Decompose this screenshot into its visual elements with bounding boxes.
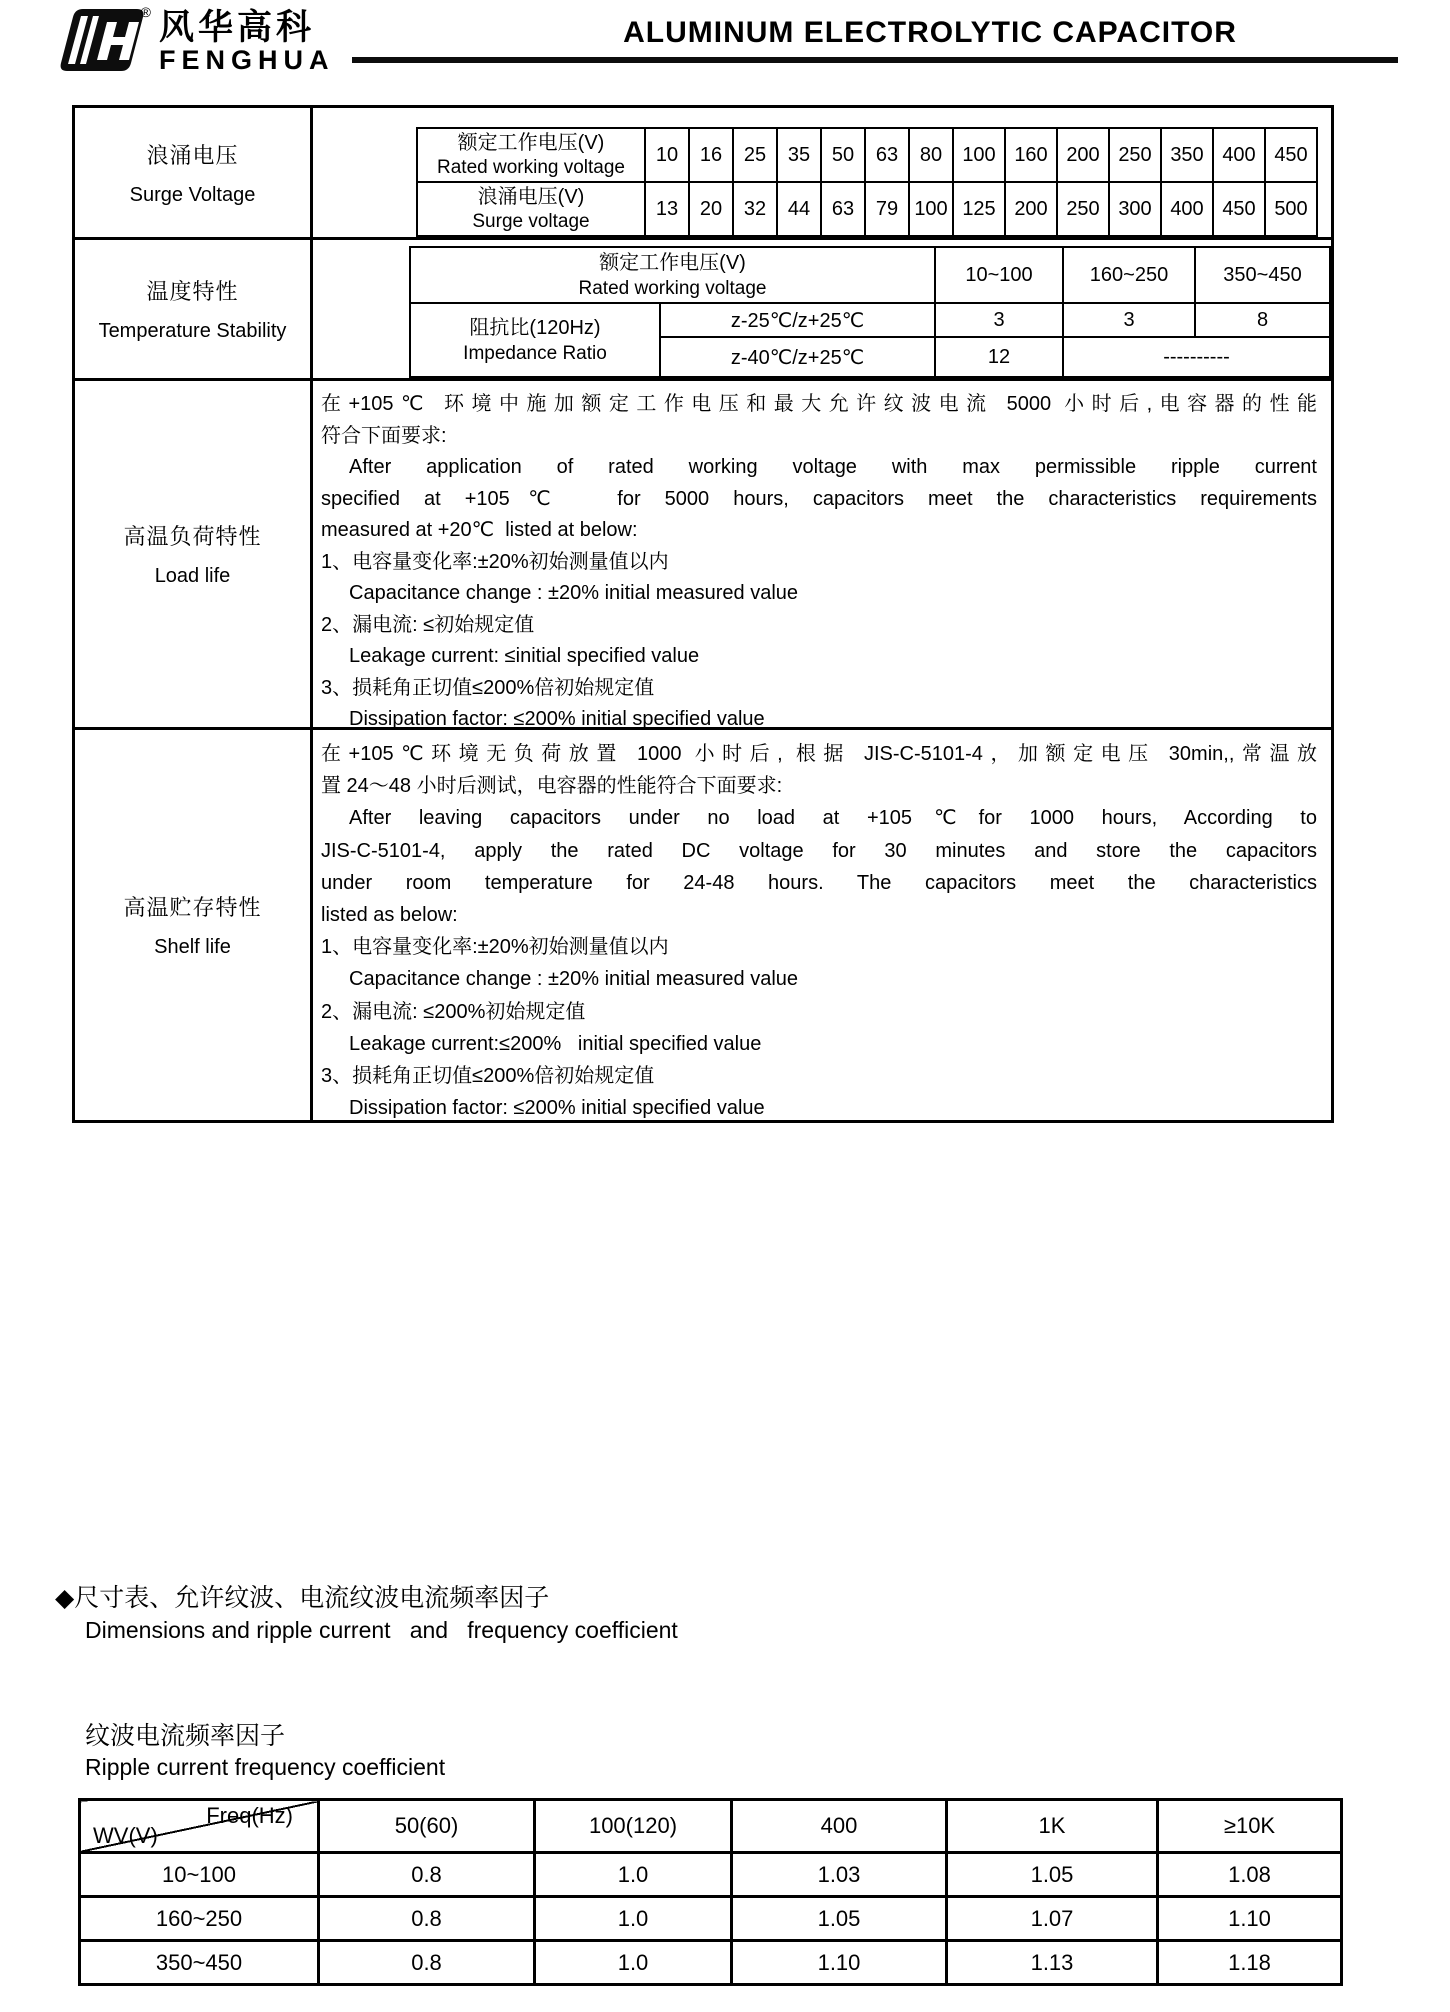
freq-coefficient-value: 1.0	[535, 1897, 732, 1941]
logo-name-cn: 风华高科	[159, 8, 316, 47]
rated-voltage-value: 25	[733, 128, 777, 182]
diamond-bullet-icon: ◆	[55, 1584, 75, 1612]
wv-range: 350~450	[80, 1941, 319, 1985]
ripple-subheading-cn: 纹波电流频率因子	[85, 1722, 286, 1750]
surge-voltage-value: 44	[777, 182, 821, 236]
load-life-line: After application of rated working voltage with max permissible ripple current	[349, 456, 1317, 478]
freq-column-header: 100(120)	[535, 1800, 732, 1853]
shelf-life-line: Dissipation factor: ≤200% initial specified value	[349, 1097, 765, 1120]
surge-voltage-row	[74, 107, 1333, 239]
rated-voltage-value: 100	[953, 128, 1005, 182]
freq-coefficient-value: 0.8	[319, 1897, 535, 1941]
temperature-label-cn: 温度特性	[146, 279, 239, 304]
shelf-life-line: JIS-C-5101-4, apply the rated DC voltage for 30 minutes and store the capacitors	[321, 839, 1317, 862]
surge-voltage-value: 32	[733, 182, 777, 236]
surge-voltage-table	[416, 127, 1318, 237]
surge-voltage-value: 100	[909, 182, 953, 236]
surge-voltage-value: 200	[1005, 182, 1057, 236]
rated-voltage-value: 50	[821, 128, 865, 182]
surge-voltage-value: 79	[865, 182, 909, 236]
rated-voltage-value: 400	[1213, 128, 1265, 182]
impedance-row-1	[410, 303, 1330, 337]
surge-voltage-value: 20	[689, 182, 733, 236]
freq-axis-label: Freq(Hz)	[206, 1803, 293, 1828]
impedance-ratio-dash: ----------	[1063, 337, 1330, 377]
freq-coefficient-value: 1.10	[732, 1941, 947, 1985]
freq-coefficient-value: 1.0	[535, 1853, 732, 1897]
load-life-line: 1、电容量变化率:±20%初始测量值以内	[321, 550, 669, 573]
load-life-line: Dissipation factor: ≤200% initial specified value	[349, 708, 765, 730]
temperature-content	[312, 239, 1333, 380]
freq-coefficient-value: 1.05	[732, 1897, 947, 1941]
impedance-ratio-value: 8	[1195, 303, 1330, 337]
surge-value-header-en: Surge voltage	[472, 210, 590, 232]
shelf-life-line: under room temperature for 24-48 hours. The capacitors meet the characteristics	[321, 871, 1317, 894]
impedance-ratio-value: 3	[935, 303, 1063, 337]
freq-wv-corner-cell	[80, 1800, 319, 1853]
temperature-label	[74, 239, 312, 380]
freq-coefficient-value: 1.13	[947, 1941, 1158, 1985]
freq-coefficient-value: 1.07	[947, 1897, 1158, 1941]
temp-header-en: Rated working voltage	[578, 277, 767, 299]
header-divider	[352, 57, 1398, 63]
freq-column-header: 50(60)	[319, 1800, 535, 1853]
impedance-label-cn: 阻抗比(120Hz)	[469, 316, 601, 339]
shelf-life-line: Capacitance change : ±20% initial measured value	[349, 968, 799, 991]
freq-table-header-row	[80, 1800, 1342, 1853]
rated-voltage-value: 10	[645, 128, 689, 182]
freq-coefficient-value: 1.18	[1158, 1941, 1342, 1985]
freq-coefficient-value: 1.05	[947, 1853, 1158, 1897]
shelf-life-label-cn: 高温贮存特性	[123, 895, 262, 920]
load-life-line: measured at +20℃ listed at below:	[321, 519, 638, 541]
freq-data-row	[80, 1853, 1342, 1897]
temp-header-cn: 额定工作电压(V)	[599, 251, 746, 274]
surge-value-header	[417, 182, 645, 236]
surge-voltage-value: 13	[645, 182, 689, 236]
logo-name-en: FENGHUA	[159, 45, 335, 75]
logo-text	[159, 8, 335, 74]
dimensions-section-heading	[55, 1578, 549, 1614]
spec-table	[72, 105, 1334, 1123]
surge-voltage-label	[74, 107, 312, 239]
wv-range: 10~100	[80, 1853, 319, 1897]
temperature-label-en: Temperature Stability	[98, 320, 287, 342]
load-life-line: 2、漏电流: ≤初始规定值	[321, 613, 535, 636]
shelf-life-row	[74, 729, 1333, 1122]
temp-header-row	[410, 247, 1330, 303]
rated-voltage-value: 35	[777, 128, 821, 182]
surge-voltage-content	[312, 107, 1333, 239]
rated-voltage-value: 450	[1265, 128, 1317, 182]
freq-column-header: ≥10K	[1158, 1800, 1342, 1853]
voltage-range: 10~100	[935, 247, 1063, 303]
load-life-line: 3、损耗角正切值≤200%倍初始规定值	[321, 676, 655, 699]
rated-voltage-value: 63	[865, 128, 909, 182]
load-life-line: 在+105℃ 环境中施加额定工作电压和最大允许纹波电流 5000 小时后,电容器的性能	[321, 393, 1317, 415]
section-heading-cn: 尺寸表、允许纹波、电流纹波电流频率因子	[74, 1584, 550, 1612]
voltage-range: 350~450	[1195, 247, 1330, 303]
shelf-life-label-en: Shelf life	[154, 936, 231, 958]
surge-voltage-value: 300	[1109, 182, 1161, 236]
freq-coefficient-value: 1.10	[1158, 1897, 1342, 1941]
rated-voltage-value: 350	[1161, 128, 1213, 182]
shelf-life-line: 2、漏电流: ≤200%初始规定值	[321, 1000, 586, 1023]
freq-data-row	[80, 1941, 1342, 1985]
shelf-life-line: listed as below:	[321, 904, 458, 927]
freq-coefficient-value: 1.03	[732, 1853, 947, 1897]
freq-column-header: 1K	[947, 1800, 1158, 1853]
rated-voltage-header-cn: 额定工作电压(V)	[457, 131, 605, 154]
fenghua-logo	[55, 4, 335, 75]
shelf-life-line: 1、电容量变化率:±20%初始测量值以内	[321, 936, 669, 959]
freq-coefficient-value: 1.08	[1158, 1853, 1342, 1897]
registered-trademark-icon: ®	[140, 4, 151, 20]
shelf-life-label	[74, 729, 312, 1122]
freq-data-row	[80, 1897, 1342, 1941]
load-life-label-en: Load life	[154, 565, 231, 587]
rated-voltage-header-en: Rated working voltage	[437, 156, 625, 178]
surge-voltage-value: 250	[1057, 182, 1109, 236]
voltage-range: 160~250	[1063, 247, 1195, 303]
impedance-ratio-value: 12	[935, 337, 1063, 377]
shelf-life-content	[312, 729, 1333, 1122]
temperature-stability-row	[74, 239, 1333, 380]
shelf-life-line: 3、损耗角正切值≤200%倍初始规定值	[321, 1065, 655, 1088]
shelf-life-line: 置 24～48 小时后测试，电容器的性能符合下面要求:	[321, 775, 783, 798]
page-title: ALUMINUM ELECTROLYTIC CAPACITOR	[623, 16, 1237, 49]
surge-value-header-cn: 浪涌电压(V)	[477, 185, 585, 208]
impedance-ratio-value: 3	[1063, 303, 1195, 337]
load-life-line: Capacitance change : ±20% initial measured value	[349, 582, 799, 604]
surge-value-row	[417, 182, 1317, 236]
freq-coefficient-value: 0.8	[319, 1853, 535, 1897]
temp-rated-voltage-header	[410, 247, 935, 303]
section-heading-en: Dimensions and ripple current and frequency coefficient	[85, 1617, 678, 1643]
ripple-subheading-en: Ripple current frequency coefficient	[85, 1754, 446, 1780]
load-life-label-cn: 高温负荷特性	[123, 524, 262, 549]
wv-axis-label: WV(V)	[93, 1823, 158, 1848]
wv-range: 160~250	[80, 1897, 319, 1941]
surge-voltage-value: 500	[1265, 182, 1317, 236]
rated-voltage-value: 80	[909, 128, 953, 182]
freq-coefficient-value: 0.8	[319, 1941, 535, 1985]
surge-voltage-value: 400	[1161, 182, 1213, 236]
surge-voltage-value: 450	[1213, 182, 1265, 236]
surge-label-cn: 浪涌电压	[146, 142, 239, 168]
frequency-coefficient-table	[78, 1798, 1343, 1986]
shelf-life-line: 在+105℃环境无负荷放置 1000 小时后, 根据 JIS-C-5101-4，加额定电压 30min,,常温放	[321, 743, 1317, 765]
rated-voltage-row	[417, 128, 1317, 182]
rated-voltage-value: 200	[1057, 128, 1109, 182]
rated-voltage-header	[417, 128, 645, 182]
rated-voltage-value: 160	[1005, 128, 1057, 182]
impedance-ratio-table	[409, 246, 1331, 378]
impedance-condition: z-40℃/z+25℃	[660, 337, 935, 377]
rated-voltage-value: 250	[1109, 128, 1161, 182]
fenghua-logo-icon	[55, 4, 151, 72]
surge-voltage-value: 125	[953, 182, 1005, 236]
surge-label-en: Surge Voltage	[129, 183, 256, 206]
rated-voltage-value: 16	[689, 128, 733, 182]
load-life-label	[74, 380, 312, 729]
freq-coefficient-value: 1.0	[535, 1941, 732, 1985]
load-life-line: specified at +105℃ for 5000 hours, capacitors meet the characteristics requirements	[321, 487, 1317, 510]
impedance-label-en: Impedance Ratio	[463, 342, 607, 364]
load-life-content	[312, 380, 1333, 729]
shelf-life-line: Leakage current:≤200% initial specified value	[349, 1032, 762, 1055]
impedance-ratio-label	[410, 303, 660, 377]
load-life-line: Leakage current: ≤initial specified value	[349, 645, 700, 667]
impedance-condition: z-25℃/z+25℃	[660, 303, 935, 337]
load-life-row	[74, 380, 1333, 729]
surge-voltage-value: 63	[821, 182, 865, 236]
shelf-life-line: After leaving capacitors under no load at +105℃for 1000 hours, According to	[349, 807, 1317, 830]
freq-column-header: 400	[732, 1800, 947, 1853]
load-life-line: 符合下面要求:	[321, 424, 447, 447]
